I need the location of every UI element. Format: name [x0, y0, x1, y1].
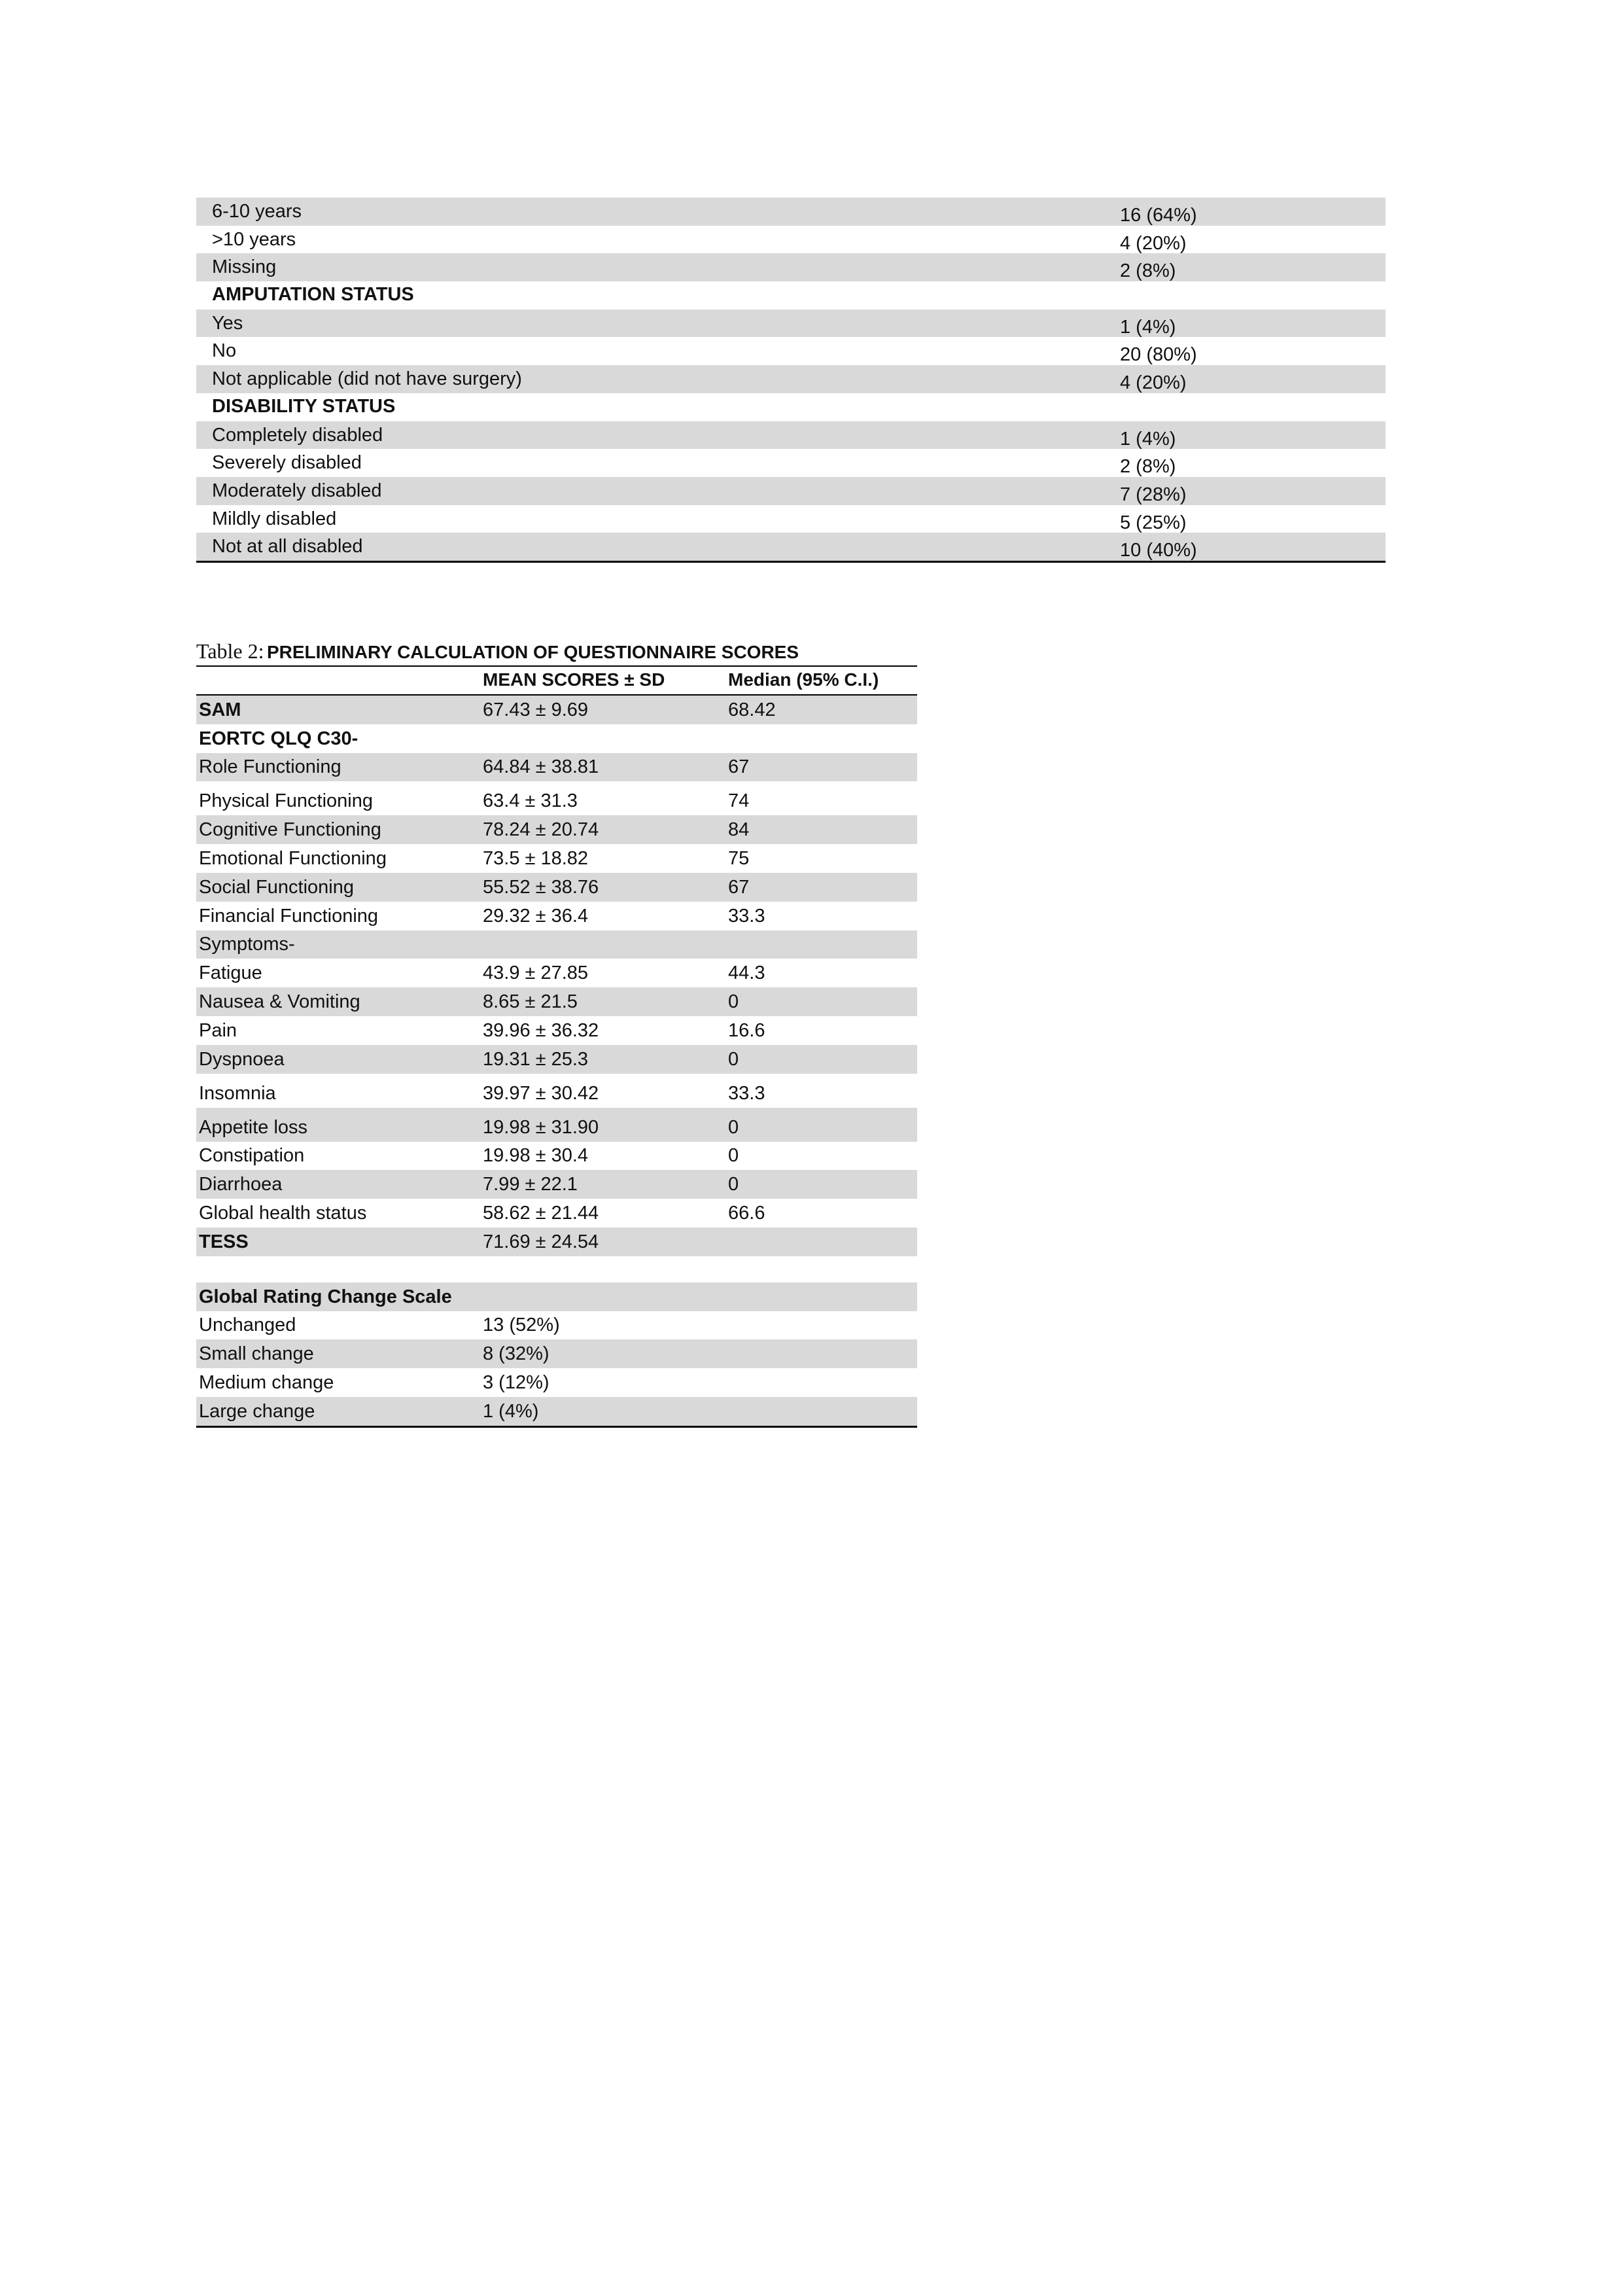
table-2-column-headers	[196, 667, 917, 696]
table-row	[196, 1142, 917, 1171]
table-row	[196, 987, 917, 1016]
median-cell: 0	[728, 1174, 739, 1195]
row-label: Severely disabled	[212, 452, 362, 474]
row-label: No	[212, 340, 237, 362]
row-value: 1 (4%)	[1120, 428, 1176, 450]
table-row	[196, 1397, 917, 1426]
mean-sd-cell: 39.97 ± 30.42	[483, 1082, 599, 1104]
table-2-title: PRELIMINARY CALCULATION OF QUESTIONNAIRE SCORES	[266, 642, 799, 662]
table-row	[196, 959, 917, 987]
mean-sd-cell: 58.62 ± 21.44	[483, 1202, 599, 1224]
row-label: Nausea & Vomiting	[199, 991, 360, 1012]
table-section-header	[196, 281, 1386, 309]
row-value: 10 (40%)	[1120, 540, 1197, 561]
section-header-label: AMPUTATION STATUS	[212, 284, 414, 306]
section-header-label: DISABILITY STATUS	[212, 395, 396, 417]
row-value: 5 (25%)	[1120, 512, 1187, 533]
table-row	[196, 815, 917, 844]
row-label: EORTC QLQ C30-	[199, 728, 358, 749]
table-row	[196, 844, 917, 873]
median-cell: 67	[728, 756, 750, 778]
table-row	[196, 309, 1386, 338]
table-row	[196, 198, 1386, 226]
row-label: Dyspnoea	[199, 1048, 285, 1070]
table-row	[196, 449, 1386, 477]
row-label: Diarrhoea	[199, 1174, 283, 1195]
row-label: Not applicable (did not have surgery)	[212, 368, 522, 390]
median-cell: 68.42	[728, 699, 776, 720]
table-row	[196, 724, 917, 753]
mean-sd-cell: 67.43 ± 9.69	[483, 699, 589, 720]
row-label: Cognitive Functioning	[199, 819, 381, 841]
median-cell: 44.3	[728, 963, 765, 984]
table-row	[196, 1045, 917, 1074]
row-label: Global health status	[199, 1202, 367, 1224]
row-label: Social Functioning	[199, 876, 354, 898]
mean-sd-cell: 3 (12%)	[483, 1371, 550, 1393]
row-label: SAM	[199, 699, 241, 720]
median-cell: 66.6	[728, 1202, 765, 1224]
median-cell: 0	[728, 1145, 739, 1167]
mean-sd-cell: 63.4 ± 31.3	[483, 790, 578, 812]
row-value: 2 (8%)	[1120, 456, 1176, 478]
table-row	[196, 1170, 917, 1199]
table-2-body	[196, 696, 917, 1426]
median-cell: 74	[728, 790, 750, 812]
row-label: Missing	[212, 256, 277, 278]
row-value: 16 (64%)	[1120, 205, 1197, 226]
table-row	[196, 1311, 917, 1340]
mean-sd-cell: 78.24 ± 20.74	[483, 819, 599, 841]
row-label: Moderately disabled	[212, 480, 382, 501]
row-label: Pain	[199, 1019, 237, 1041]
mean-sd-cell: 29.32 ± 36.4	[483, 905, 589, 927]
table-row	[196, 1227, 917, 1256]
mean-sd-cell: 7.99 ± 22.1	[483, 1174, 578, 1195]
mean-sd-cell: 73.5 ± 18.82	[483, 847, 589, 869]
median-cell: 33.3	[728, 1082, 765, 1104]
mean-sd-cell: 64.84 ± 38.81	[483, 756, 599, 778]
median-cell: 67	[728, 876, 750, 898]
table-row	[196, 1108, 917, 1142]
row-label: Role Functioning	[199, 756, 341, 778]
table-row	[196, 421, 1386, 450]
row-label: Symptoms-	[199, 934, 295, 955]
table-row	[196, 365, 1386, 393]
row-label: Global Rating Change Scale	[199, 1286, 452, 1307]
table-row	[196, 337, 1386, 365]
table-row	[196, 753, 917, 782]
median-cell: 16.6	[728, 1019, 765, 1041]
mean-sd-cell: 55.52 ± 38.76	[483, 876, 599, 898]
median-cell: 0	[728, 991, 739, 1012]
table-row	[196, 873, 917, 902]
row-label: Constipation	[199, 1145, 305, 1167]
table-row	[196, 1074, 917, 1108]
row-label: Small change	[199, 1343, 314, 1365]
row-label: Physical Functioning	[199, 790, 373, 812]
row-value: 4 (20%)	[1120, 372, 1187, 394]
mean-sd-cell: 19.98 ± 30.4	[483, 1145, 589, 1167]
table-row	[196, 1368, 917, 1397]
mean-sd-cell: 19.98 ± 31.90	[483, 1116, 599, 1138]
mean-sd-cell: 39.96 ± 36.32	[483, 1019, 599, 1041]
table-row	[196, 226, 1386, 254]
mean-sd-cell: 71.69 ± 24.54	[483, 1231, 599, 1252]
table-row	[196, 930, 917, 959]
row-label: Yes	[212, 312, 243, 334]
table-row	[196, 902, 917, 930]
table-row	[196, 781, 917, 815]
table-row	[196, 1339, 917, 1368]
row-label: Completely disabled	[212, 424, 383, 446]
table-2-label: Table 2:	[196, 639, 264, 663]
median-cell: 84	[728, 819, 750, 841]
questionnaire-scores-table	[196, 665, 917, 1428]
row-label: Not at all disabled	[212, 536, 363, 557]
table-2-caption	[196, 639, 799, 663]
row-label: Appetite loss	[199, 1116, 308, 1138]
row-label: 6-10 years	[212, 201, 302, 222]
mean-sd-cell: 1 (4%)	[483, 1400, 539, 1422]
median-cell: 75	[728, 847, 750, 869]
table-row	[196, 533, 1386, 561]
row-label: Medium change	[199, 1371, 334, 1393]
row-value: 2 (8%)	[1120, 260, 1176, 282]
table-row	[196, 696, 917, 724]
median-cell: 33.3	[728, 905, 765, 927]
row-label: Insomnia	[199, 1082, 276, 1104]
mean-sd-cell: 8.65 ± 21.5	[483, 991, 578, 1012]
row-label: Unchanged	[199, 1315, 296, 1336]
row-label: Fatigue	[199, 963, 262, 984]
row-label: TESS	[199, 1231, 249, 1252]
mean-sd-cell: 13 (52%)	[483, 1315, 560, 1336]
table-row	[196, 505, 1386, 533]
row-label: >10 years	[212, 228, 296, 250]
row-label: Large change	[199, 1400, 315, 1422]
table-spacer-row	[196, 1256, 917, 1282]
row-value: 20 (80%)	[1120, 344, 1197, 366]
column-header-mean-sd: MEAN SCORES ± SD	[483, 669, 665, 690]
column-header-median: Median (95% C.I.)	[728, 669, 879, 690]
table-row	[196, 477, 1386, 505]
row-label: Emotional Functioning	[199, 847, 387, 869]
table-row	[196, 253, 1386, 281]
table-section-header	[196, 393, 1386, 421]
table-row	[196, 1282, 917, 1311]
row-label: Mildly disabled	[212, 508, 337, 529]
row-value: 7 (28%)	[1120, 484, 1187, 505]
mean-sd-cell: 8 (32%)	[483, 1343, 550, 1365]
row-value: 4 (20%)	[1120, 232, 1187, 254]
mean-sd-cell: 43.9 ± 27.85	[483, 963, 589, 984]
median-cell: 0	[728, 1048, 739, 1070]
table-row	[196, 1016, 917, 1045]
median-cell: 0	[728, 1116, 739, 1138]
demographics-table-continuation	[196, 198, 1386, 563]
row-value: 1 (4%)	[1120, 316, 1176, 338]
row-label: Financial Functioning	[199, 905, 379, 927]
table-row	[196, 1199, 917, 1227]
mean-sd-cell: 19.31 ± 25.3	[483, 1048, 589, 1070]
